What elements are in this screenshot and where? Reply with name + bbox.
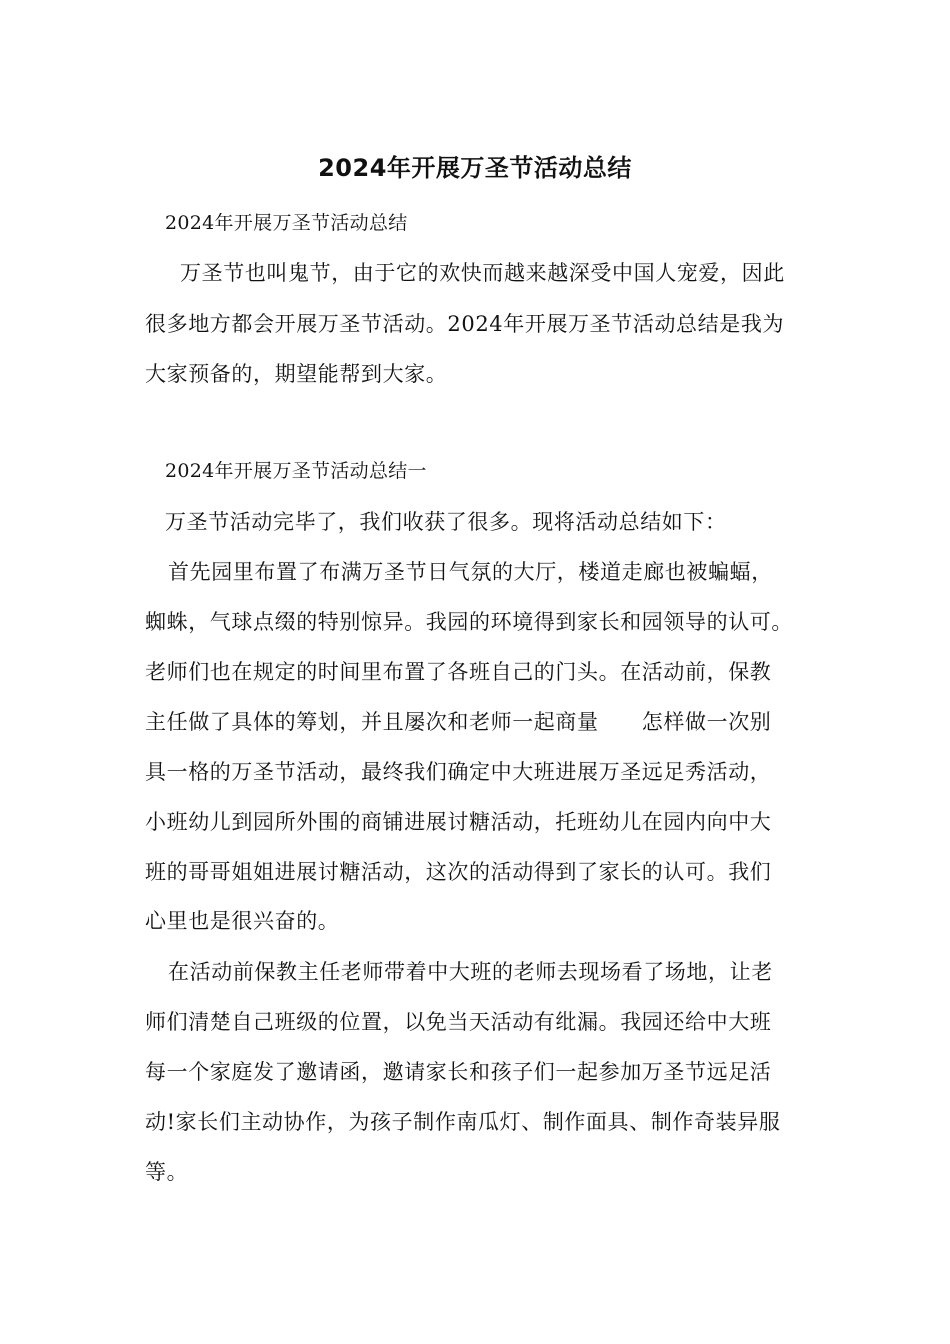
paragraph-1-line-7: 班的哥哥姐姐进展讨糖活动，这次的活动得到了家长的认可。我们 xyxy=(145,860,772,884)
paragraph-1-line-5: 具一格的万圣节活动，最终我们确定中大班进展万圣远足秀活动， xyxy=(145,760,772,784)
paragraph-1-line-3: 老师们也在规定的时间里布置了各班自己的门头。在活动前，保教 xyxy=(145,660,772,684)
paragraph-2-line-3: 每一个家庭发了邀请函，邀请家长和孩子们一起参加万圣节远足活 xyxy=(145,1060,772,1084)
paragraph-2-line-2: 师们清楚自己班级的位置，以免当天活动有纰漏。我园还给中大班 xyxy=(145,1010,772,1034)
paragraph-1-line-8: 心里也是很兴奋的。 xyxy=(145,909,340,933)
paragraph-1-line-4: 主任做了具体的筹划，并且屡次和老师一起商量 怎样做一次别 xyxy=(145,710,772,734)
paragraph-2-line-4: 动!家长们主动协作，为孩子制作南瓜灯、制作面具、制作奇装异服 xyxy=(145,1110,781,1134)
intro-line-1: 万圣节也叫鬼节，由于它的欢快而越来越深受中国人宠爱，因此 xyxy=(180,261,785,285)
intro-line-3: 大家预备的，期望能帮到大家。 xyxy=(145,362,448,386)
section-intro: 万圣节活动完毕了，我们收获了很多。现将活动总结如下： xyxy=(165,510,727,534)
document-title: 2024年开展万圣节活动总结 xyxy=(318,154,632,182)
paragraph-1-line-2: 蜘蛛，气球点缀的特别惊异。我园的环境得到家长和园领导的认可。 xyxy=(145,610,793,634)
section-heading: 2024年开展万圣节活动总结一 xyxy=(165,460,427,482)
document-subtitle: 2024年开展万圣节活动总结 xyxy=(165,212,408,234)
paragraph-1-line-1: 首先园里布置了布满万圣节日气氛的大厅，楼道走廊也被蝙蝠， xyxy=(168,560,773,584)
intro-line-2: 很多地方都会开展万圣节活动。2024年开展万圣节活动总结是我为 xyxy=(145,312,785,336)
paragraph-2-line-5: 等。 xyxy=(145,1160,189,1184)
paragraph-1-line-6: 小班幼儿到园所外围的商铺进展讨糖活动，托班幼儿在园内向中大 xyxy=(145,810,772,834)
paragraph-2-line-1: 在活动前保教主任老师带着中大班的老师去现场看了场地，让老 xyxy=(168,960,773,984)
